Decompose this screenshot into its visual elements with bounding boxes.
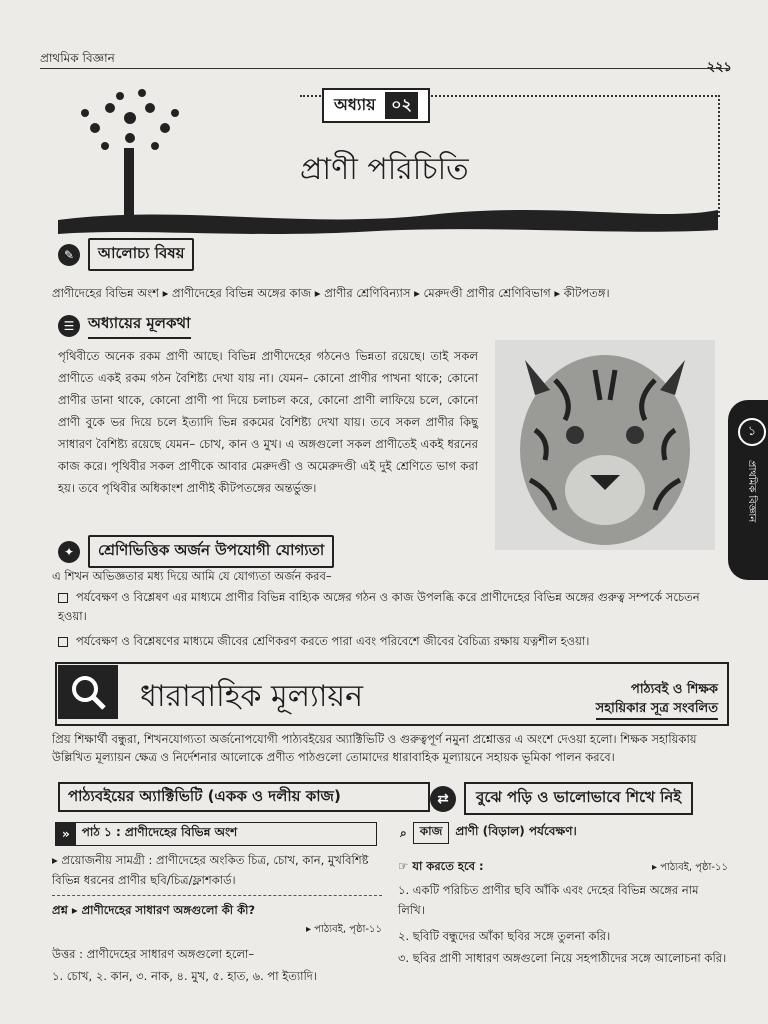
task-todo: ☞ যা করতে হবে : — [398, 859, 484, 873]
assessment-note: প্রিয় শিক্ষার্থী বন্ধুরা, শিখনযোগ্যতা অর্জনোপযোগী পাঠ্যবইয়ের অ্যাক্টিভিটি ও গুরুত্বপূর্ণ নমুনা প্রশ্নোত্তর এ অংশে দেওয়া হলো। শিক্ষক সহায়িকায় উল্লিখিত মূল্যায়ন ক্ষেত্র ও নির্দেশনার আলোকে প্রণীত পাঠগুলো তোমাদের ধারাবাহিক মূল্যায়নে সহায়ক ভূমিকা পালন করবে। — [52, 732, 697, 764]
task-step-2: ২. ছবিটি বন্ধুদের আঁকা ছবির সঙ্গে তুলনা করি। — [398, 929, 611, 943]
competency-bullet-1: পর্যবেক্ষণ ও বিশ্লেষণ এর মাধ্যমে প্রাণীর বিভিন্ন বাহ্যিক অঙ্গের গঠন ও কাজ উপলব্ধি করে প্রাণীদেহের বিভিন্ন অঙ্গের গুরুত্ব সম্পর্কে সচেতন হওয়া। — [58, 590, 700, 623]
magnifier-icon — [58, 665, 118, 719]
topics-heading: ✎ আলোচ্য বিষয় — [58, 238, 194, 271]
page-number: ২২১ — [706, 60, 732, 75]
header-rule — [40, 68, 730, 69]
side-tab-number: ১ — [738, 418, 766, 446]
chapter-label — [322, 88, 430, 123]
task-heading: ⌕ কাজ প্রাণী (বিড়াল) পর্যবেক্ষণ। — [400, 822, 577, 844]
side-tab-label: প্রাথমিক বিজ্ঞান — [746, 460, 757, 523]
chapter-title: প্রাণী পরিচিতি — [300, 152, 469, 187]
exchange-icon: ⇄ — [430, 786, 456, 812]
summary-heading: ☰ অধ্যায়ের মূলকথা — [58, 312, 191, 339]
bullet-square-icon — [58, 593, 68, 603]
book-icon: ☰ — [58, 315, 80, 337]
pointing-hand-icon: ☞ — [398, 859, 409, 873]
topics-list: প্রাণীদেহের বিভিন্ন অংশ ▸ প্রাণীদেহের বিভিন্ন অঙ্গের কাজ ▸ প্রাণীর শ্রেণিবিন্যাস ▸ মেরুদণ্ডী প্রাণীর শ্রেণিবিভাগ ▸ কীটপতঙ্গ। — [52, 286, 610, 300]
summary-text: পৃথিবীতে অনেক রকম প্রাণী আছে। বিভিন্ন প্রাণীদেহের গঠনেও ভিন্নতা রয়েছে। তাই সকল প্রাণীতে একই রকম গঠন বৈশিষ্ট্য দেখা যায় না। যেমন– কোনো প্রাণীর পাখনা থাকে; কোনো প্রাণীর ডানা থাকে, কোনো প্রাণী পা দিয়ে চলাচল করে, কোনো প্রাণী লাফিয়ে চলে, কোনো প্রাণী বুকে ভর দিয়ে চলে ইত্যাদি ভিন্ন রকমের বৈশিষ্ট্য দেখা যায়। তবে সকল প্রাণীর কিছু সাধারণ বৈশিষ্ট্য রয়েছে যেমন– চোখ, কান ও মুখ। এ অঙ্গগুলো সকল প্রাণীতেই একই ধরনের কাজ করে। পৃথিবীর সকল প্রাণীকে আবার মেরুদণ্ডী ও অমেরুদণ্ডী এই দুই শ্রেণিতে ভাগ করা হয়। তবে পৃথিবীর অধিকাংশ প্রাণীই কীটপতঙ্গের অন্তর্ভুক্ত। — [58, 349, 478, 495]
chapter-word: অধ্যায় — [334, 95, 376, 114]
bullet-square-icon — [58, 637, 68, 647]
pen-icon: ✎ — [58, 244, 80, 266]
lightbulb-icon: ✦ — [58, 541, 80, 563]
lesson-question: প্রশ্ন ▸ প্রাণীদেহের সাধারণ অঙ্গগুলো কী কী? — [52, 903, 256, 917]
task-step-1: ১. একটি পরিচিত প্রাণীর ছবি আঁকি এবং দেহের বিভিন্ন অঙ্গের নাম লিখি। — [398, 883, 699, 917]
lesson-title: » পাঠ ১ : প্রাণীদেহের বিভিন্ন অংশ — [55, 822, 377, 846]
lesson-materials: ▸ প্রয়োজনীয় সামগ্রী : প্রাণীদেহের অংকিত চিত্র, চোখ, কান, মুখবিশিষ্ট বিভিন্ন ধরনের প্রাণীর ছবি/চিত্র/ফ্লাশকার্ড। — [52, 853, 369, 887]
lesson-answer-label: উত্তর : প্রাণীদেহের সাধারণ অঙ্গগুলো হলো– — [52, 947, 255, 961]
activity-right-heading: ⇄ বুঝে পড়ি ও ভালোভাবে শিখে নিই — [430, 782, 693, 815]
task-step-3: ৩. ছবির প্রাণী সাধারণ অঙ্গগুলো নিয়ে সহপাঠীদের সঙ্গে আলোচনা করি। — [398, 951, 727, 965]
double-chevron-icon: » — [56, 823, 76, 845]
tiger-sketch-image — [495, 340, 715, 550]
divider — [52, 895, 382, 896]
assessment-title: ধারাবাহিক মূল্যায়ন — [140, 679, 363, 714]
magnifier-icon: ⌕ — [400, 825, 407, 840]
competency-bullet-2: পর্যবেক্ষণ ও বিশ্লেষণের মাধ্যমে জীবের শ্রেণিকরণ করতে পারা এবং পরিবেশে জীবের বৈচিত্র্য রক্ষায় যত্নশীল হওয়া। — [58, 632, 728, 651]
activity-title: পাঠ্যবইয়ের অ্যাক্টিভিটি (একক ও দলীয় কাজ) — [58, 782, 430, 812]
running-header: প্রাথমিক বিজ্ঞান — [40, 51, 115, 65]
chapter-side-tab — [728, 400, 768, 580]
lesson-reference: ▸ পাঠ্যবই, পৃষ্ঠা-১১ — [305, 924, 382, 935]
competency-heading: ✦ শ্রেণিভিত্তিক অর্জন উপযোগী যোগ্যতা — [58, 535, 334, 568]
task-reference: ▸ পাঠ্যবই, পৃষ্ঠা-১১ — [651, 862, 728, 873]
lesson-answer: ১. চোখ, ২. কান, ৩. নাক, ৪. মুখ, ৫. হাত, ৬. পা ইত্যাদি। — [52, 969, 317, 983]
assessment-subtitle: পাঠ্যবই ও শিক্ষক সহায়িকার সূত্র সংবলিত — [596, 680, 718, 720]
chapter-number: ০২ — [385, 92, 418, 119]
competency-intro: এ শিখন অভিজ্ঞতার মধ্য দিয়ে আমি যে যোগ্যতা অর্জন করব– — [52, 569, 332, 583]
